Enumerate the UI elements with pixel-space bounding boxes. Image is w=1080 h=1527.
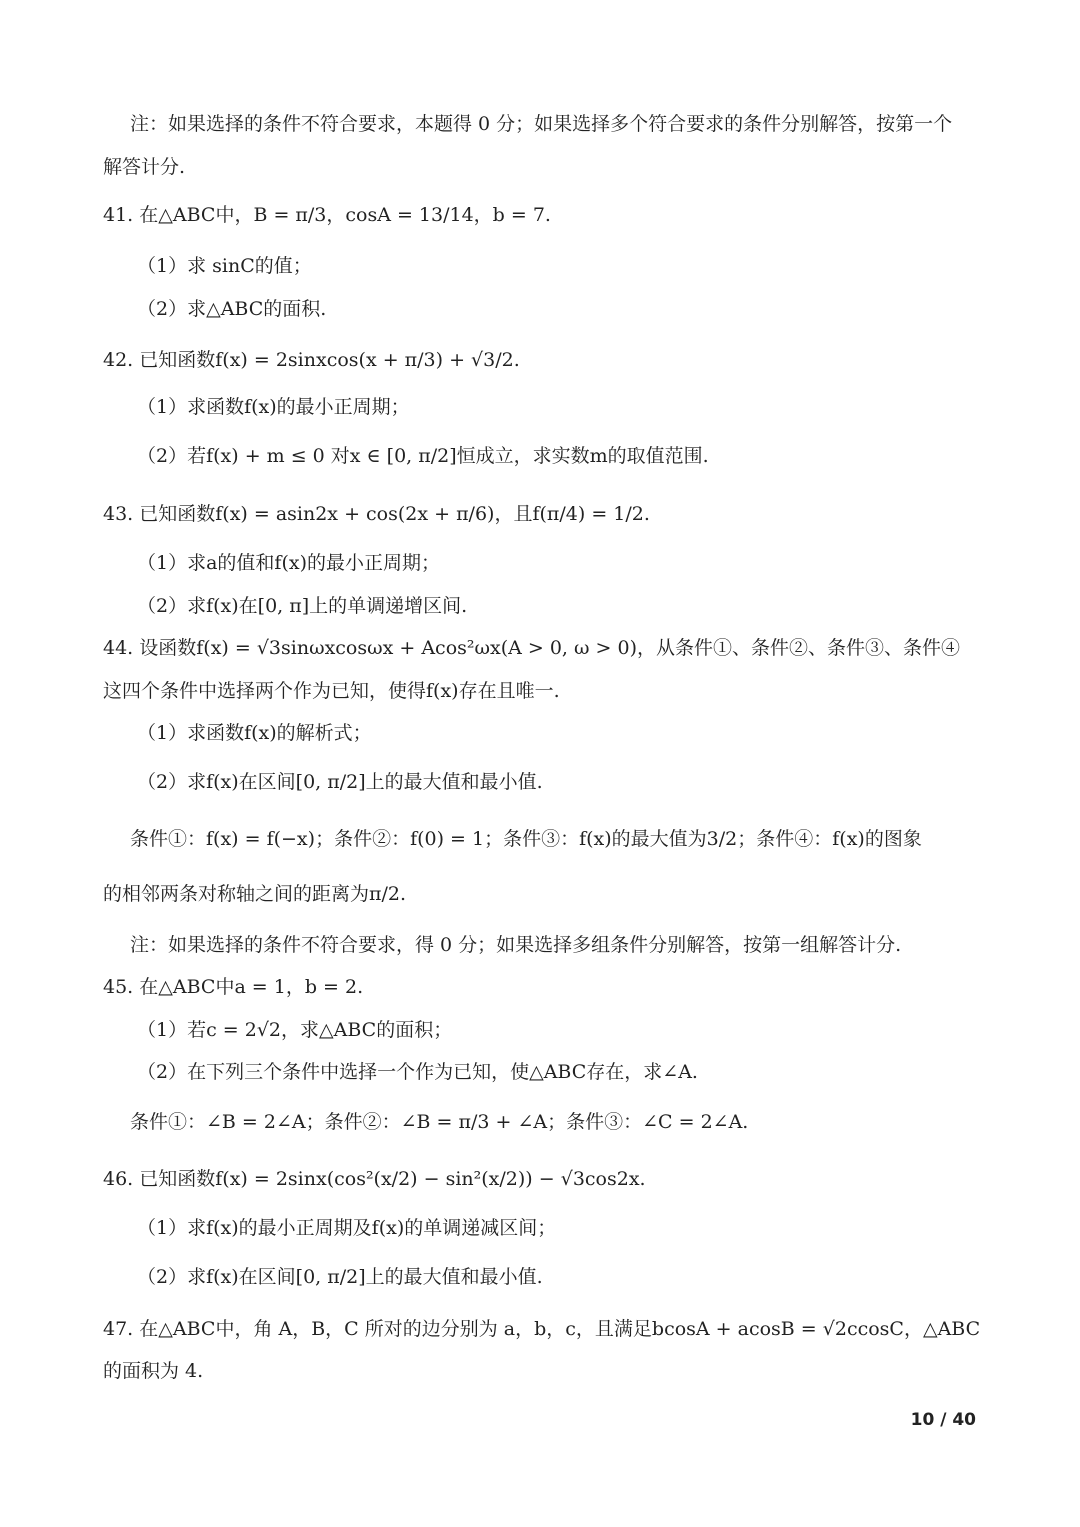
problem-45: 45. 在△ABC中a = 1，b = 2. bbox=[103, 976, 364, 998]
problem-42: 42. 已知函数f(x) = 2sinxcos(x + π/3) + √3/2. bbox=[103, 349, 520, 371]
problem-42-part-2: （2）若f(x) + m ≤ 0 对x ∈ [0, π/2]恒成立，求实数m的取值范围. bbox=[137, 445, 709, 467]
problem-47: 47. 在△ABC中，角 A，B，C 所对的边分别为 a，b，c，且满足bcosA + acosB = √2ccosC，△ABC bbox=[103, 1318, 981, 1340]
problem-46-part-1: （1）求f(x)的最小正周期及f(x)的单调递减区间； bbox=[137, 1217, 557, 1239]
problem-44: 44. 设函数f(x) = √3sinωxcosωx + Acos²ωx(A > 0, ω > 0)，从条件①、条件②、条件③、条件④ bbox=[103, 637, 961, 659]
page-number: 10 / 40 bbox=[910, 1410, 976, 1430]
problem-44-conditions: 条件①：f(x) = f(−x)；条件②：f(0) = 1；条件③：f(x)的最大值为3/2；条件④：f(x)的图象 bbox=[130, 828, 922, 850]
problem-43: 43. 已知函数f(x) = asin2x + cos(2x + π/6)，且f(π/4) = 1/2. bbox=[103, 503, 650, 525]
problem-41: 41. 在△ABC中，B = π/3，cosA = 13/14，b = 7. bbox=[103, 204, 551, 226]
problem-45-part-2: （2）在下列三个条件中选择一个作为已知，使△ABC存在，求∠A. bbox=[137, 1061, 698, 1083]
problem-47-line-2: 的面积为 4. bbox=[103, 1360, 204, 1382]
problem-44-part-1: （1）求函数f(x)的解析式； bbox=[137, 722, 372, 744]
problem-41-part-2: （2）求△ABC的面积. bbox=[137, 298, 327, 320]
problem-42-part-1: （1）求函数f(x)的最小正周期； bbox=[137, 396, 410, 418]
problem-44-line-2: 这四个条件中选择两个作为已知，使得f(x)存在且唯一. bbox=[103, 680, 560, 702]
problem-43-part-2: （2）求f(x)在[0, π]上的单调递增区间. bbox=[137, 595, 468, 617]
problem-41-part-1: （1）求 sinC的值； bbox=[137, 255, 312, 277]
problem-44-note: 注：如果选择的条件不符合要求，得 0 分；如果选择多组条件分别解答，按第一组解答计分. bbox=[130, 934, 902, 956]
problem-46: 46. 已知函数f(x) = 2sinx(cos²(x/2) − sin²(x/2)) − √3cos2x. bbox=[103, 1168, 646, 1190]
problem-44-part-2: （2）求f(x)在区间[0, π/2]上的最大值和最小值. bbox=[137, 771, 543, 793]
note-line-1: 注：如果选择的条件不符合要求，本题得 0 分；如果选择多个符合要求的条件分别解答，按第一个 bbox=[130, 113, 953, 135]
problem-45-part-1: （1）若c = 2√2，求△ABC的面积； bbox=[137, 1019, 453, 1041]
problem-45-conditions: 条件①：∠B = 2∠A；条件②：∠B = π/3 + ∠A；条件③：∠C = 2∠A. bbox=[130, 1111, 749, 1133]
note-line-2: 解答计分. bbox=[103, 156, 186, 178]
problem-44-conditions-line-2: 的相邻两条对称轴之间的距离为π/2. bbox=[103, 883, 407, 905]
problem-46-part-2: （2）求f(x)在区间[0, π/2]上的最大值和最小值. bbox=[137, 1266, 543, 1288]
problem-43-part-1: （1）求a的值和f(x)的最小正周期； bbox=[137, 552, 440, 574]
